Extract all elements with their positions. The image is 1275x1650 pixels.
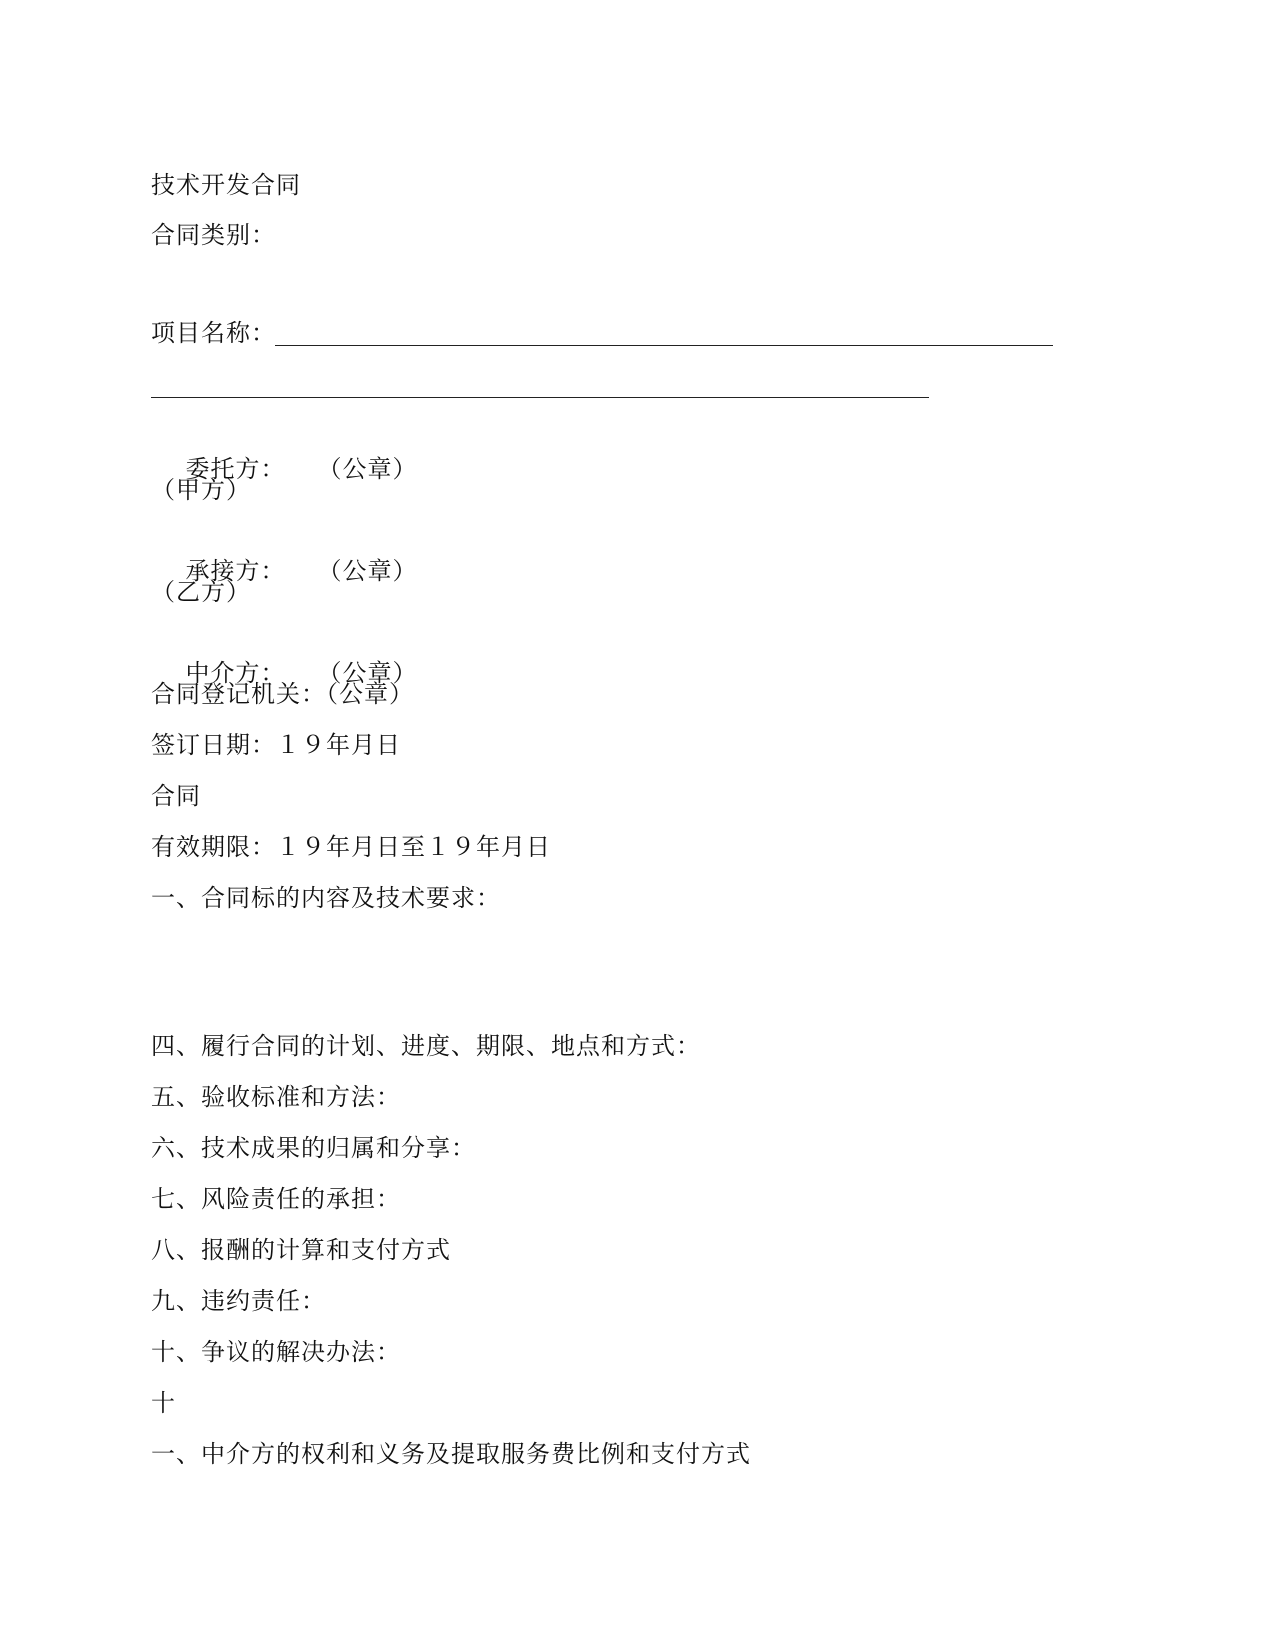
intermediary-label: 中介方： [185,659,286,687]
section-heading: 九、违约责任： [151,1287,326,1315]
client-label: 委托方： [185,455,286,483]
document-title: 技术开发合同 [151,171,301,199]
project-name-label: 项目名称： [151,319,276,347]
section-heading: 十、争议的解决办法： [151,1338,401,1366]
client-seal: （公章） [317,455,418,483]
project-name-underline-1 [275,345,1053,346]
registration-authority: 合同登记机关：（公章） [151,680,414,708]
section-heading: 六、技术成果的归属和分享： [151,1134,476,1162]
section-heading: 一、中介方的权利和义务及提取服务费比例和支付方式 [151,1440,751,1468]
signing-date: 签订日期：１９年月日 [151,731,401,759]
contract-word: 合同 [151,782,201,810]
contract-category-label: 合同类别： [151,221,276,249]
client-role: （甲方） [151,476,251,504]
intermediary-seal: （公章） [317,659,418,687]
section-heading: 五、验收标准和方法： [151,1083,401,1111]
contractor-role: （乙方） [151,578,251,606]
section-heading: 一、合同标的内容及技术要求： [151,884,501,912]
contractor-seal: （公章） [317,557,418,585]
section-heading: 七、风险责任的承担： [151,1185,401,1213]
section-heading-fragment: 十 [151,1389,176,1417]
validity-period: 有效期限：１９年月日至１９年月日 [151,833,551,861]
project-name-underline-2 [151,397,929,398]
contractor-label: 承接方： [185,557,286,585]
section-heading: 八、报酬的计算和支付方式 [151,1236,451,1264]
section-heading: 四、履行合同的计划、进度、期限、地点和方式： [151,1032,701,1060]
